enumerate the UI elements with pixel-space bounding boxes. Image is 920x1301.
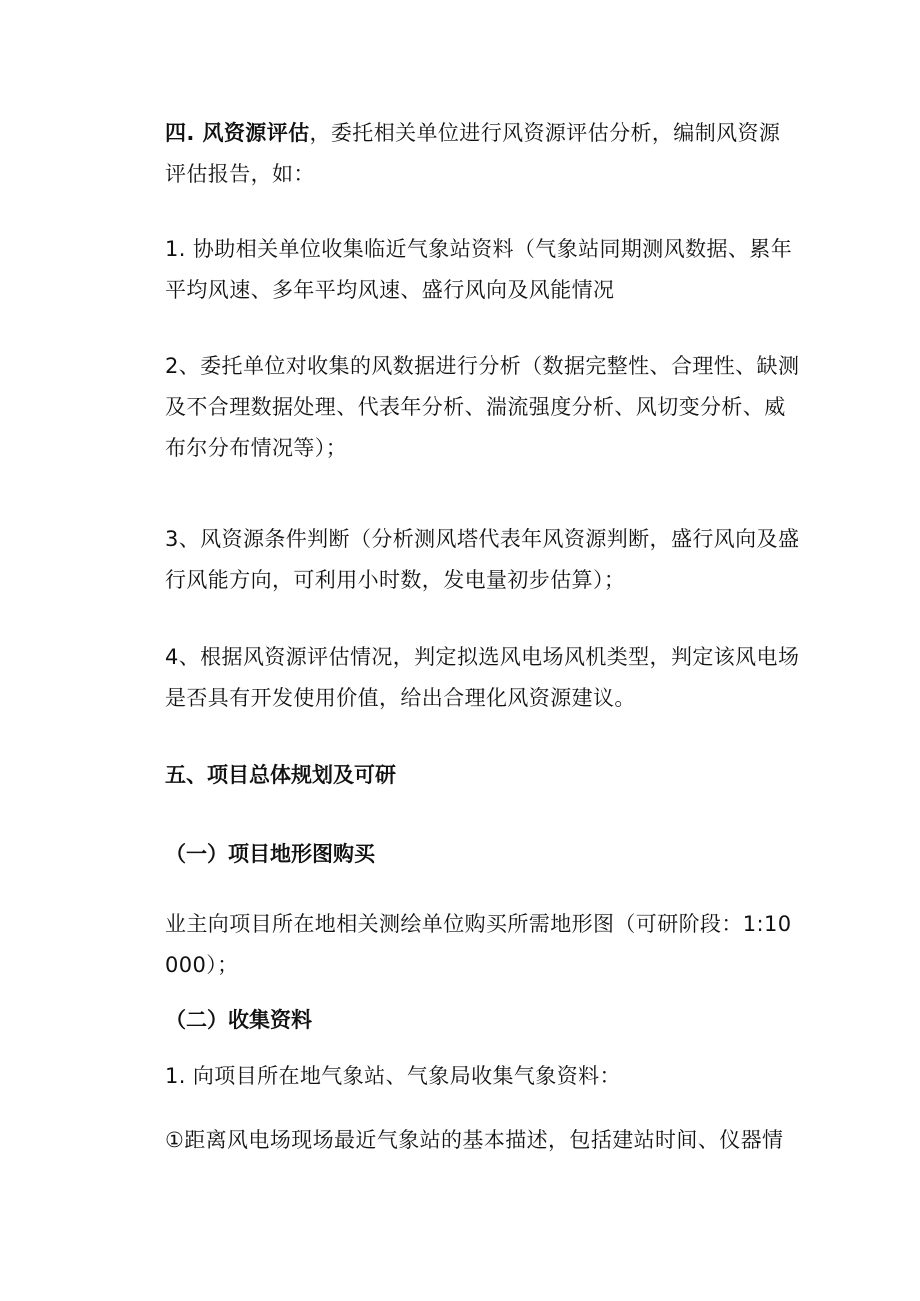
section4-item-3: 3、风资源条件判断（分析测风塔代表年风资源判断，盛行风向及盛行风能方向，可利用小时数，发电量初步估算）； bbox=[165, 527, 800, 592]
section5-heading: 五、项目总体规划及可研 bbox=[165, 763, 396, 787]
section4-item-2: 2、委托单位对收集的风数据进行分析（数据完整性、合理性、缺测及不合理数据处理、代表年分析、湍流强度分析、风切变分析、威布尔分布情况等）； bbox=[165, 354, 800, 460]
subsection2-heading: （二）收集资料 bbox=[165, 1008, 312, 1032]
section4-lead-heading: 四. 风资源评估 bbox=[165, 121, 310, 145]
subsection2-item-1-a: ①距离风电场现场最近气象站的基本描述，包括建站时间、仪器情 bbox=[165, 1128, 784, 1152]
subsection2-item-1: 1. 向项目所在地气象站、气象局收集气象资料： bbox=[165, 1064, 621, 1088]
section4-item-1: 1. 协助相关单位收集临近气象站资料（气象站同期测风数据、累年平均风速、多年平均风速、盛行风向及风能情况 bbox=[165, 237, 793, 302]
subsection1-body: 业主向项目所在地相关测绘单位购买所需地形图（可研阶段：1:10000）； bbox=[165, 912, 792, 977]
section4-lead-text: ，委托相关单位进行风资源评估分析，编制风资源评估报告，如： bbox=[165, 121, 781, 186]
section4-paragraph bbox=[165, 113, 800, 195]
section4-item-4: 4、根据风资源评估情况，判定拟选风电场风机类型，判定该风电场是否具有开发使用价值，给出合理化风资源建议。 bbox=[165, 645, 800, 710]
subsection1-heading: （一）项目地形图购买 bbox=[165, 842, 375, 866]
